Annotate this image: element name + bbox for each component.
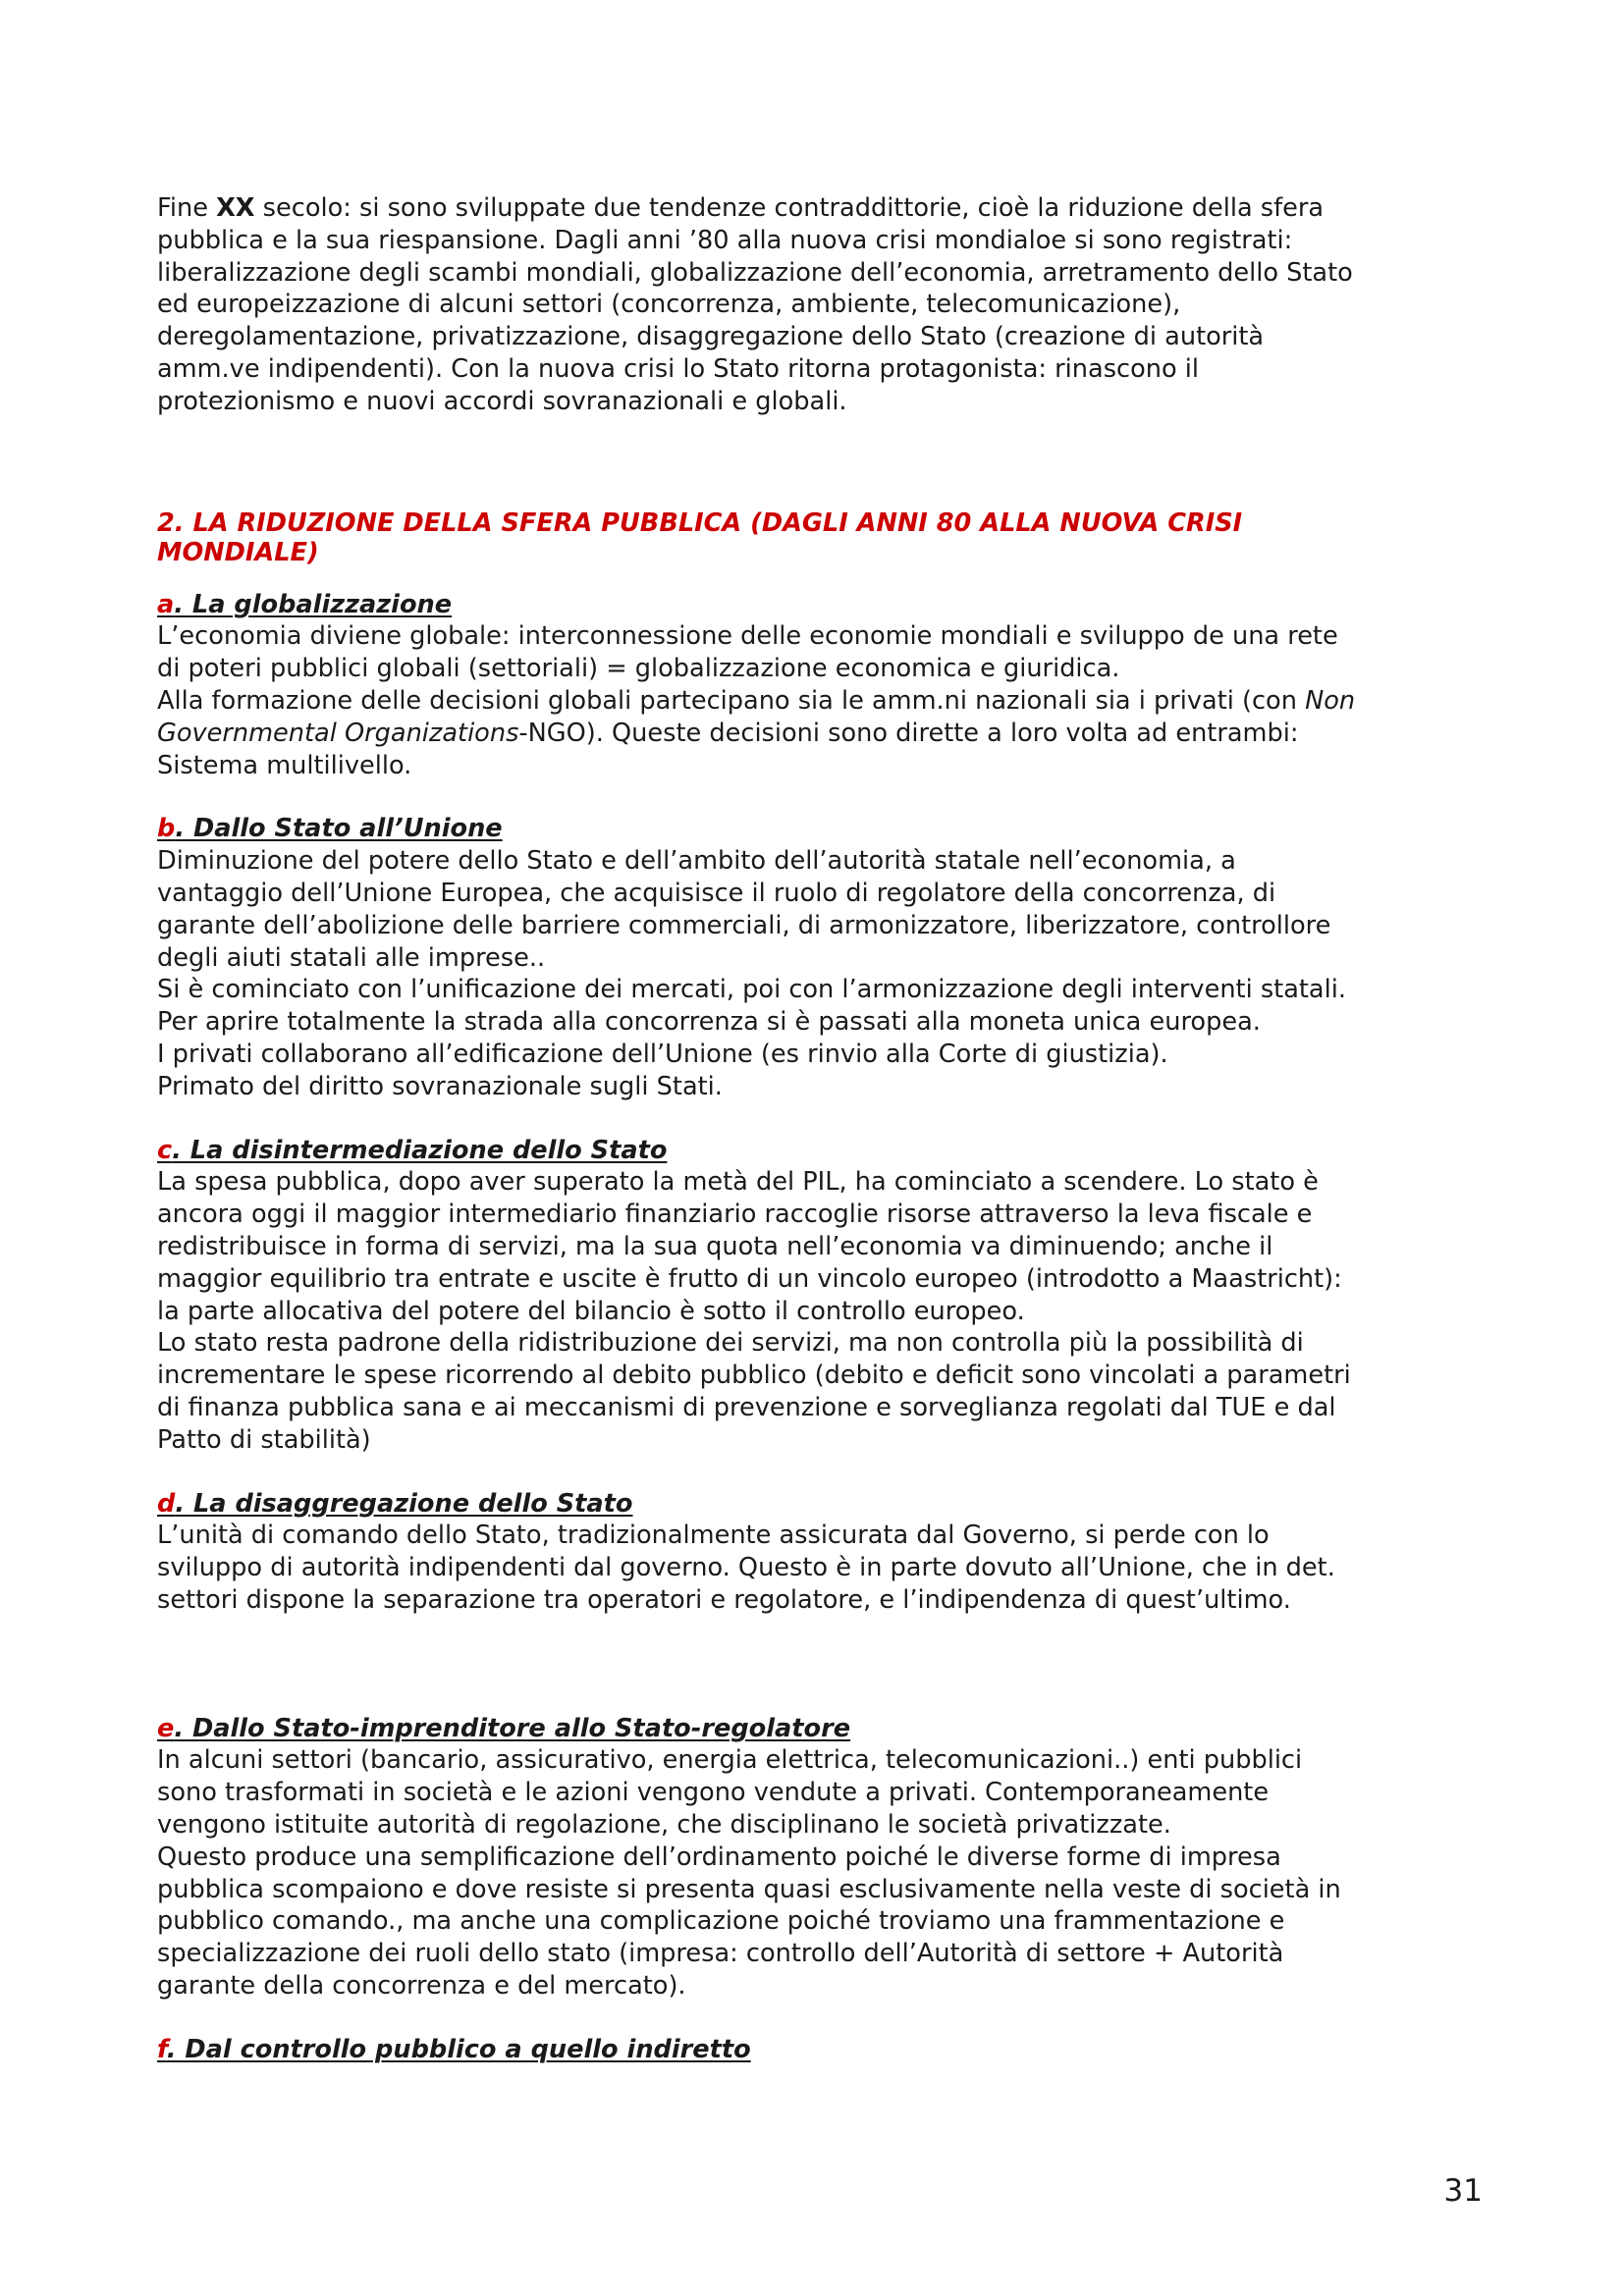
intro-paragraph [157, 192, 1478, 418]
section-2-heading [157, 508, 1478, 567]
subsection-e [157, 1713, 1478, 2002]
subsection-c [157, 1135, 1478, 1457]
intro-line: protezionismo e nuovi accordi sovranazionali e globali. [157, 386, 847, 416]
subsection-f [157, 2034, 1478, 2066]
paragraph-line: degli aiuti statali alle imprese.. [157, 942, 546, 973]
paragraph-line: Lo stato resta padrone della ridistribuzione dei servizi, ma non controlla più la possibilità di [157, 1328, 1304, 1359]
paragraph-line: maggior equilibrio tra entrate e uscite è frutto di un vincolo europeo (introdotto a Maastricht): [157, 1263, 1342, 1294]
intro-line: amm.ve indipendenti). Con la nuova crisi lo Stato ritorna protagonista: rinascono il [157, 353, 1200, 384]
paragraph-line: L’unità di comando dello Stato, tradizionalmente assicurata dal Governo, si perde con lo [157, 1521, 1270, 1551]
paragraph-line: pubblica scompaiono e dove resiste si presenta quasi esclusivamente nella veste di società in [157, 1874, 1341, 1904]
paragraph-line: pubblico comando., ma anche una complicazione poiché troviamo una frammentazione e [157, 1906, 1285, 1937]
paragraph-line: In alcuni settori (bancario, assicurativo, energia elettrica, telecomunicazioni..) enti pubblici [157, 1745, 1303, 1776]
paragraph-line: vengono istituite autorità di regolazione, che disciplinano le società privatizzate. [157, 1810, 1171, 1841]
paragraph-line: sviluppo di autorità indipendenti dal governo. Questo è in parte dovuto all’Unione, che in det. [157, 1553, 1335, 1583]
paragraph-line: Patto di stabilità) [157, 1424, 371, 1455]
subsection-title-f: f. Dal controllo pubblico a quello indiretto [157, 2034, 751, 2064]
paragraph-line: Governmental Organizations-NGO). Queste decisioni sono dirette a loro volta ad entrambi: [157, 718, 1299, 748]
paragraph-line: Primato del diritto sovranazionale sugli Stati. [157, 1071, 723, 1101]
intro-line-1: Fine XX secolo: si sono sviluppate due tendenze contraddittorie, cioè la riduzione della sfera [157, 193, 1325, 223]
intro-line: pubblica e la sua riespansione. Dagli anni ’80 alla nuova crisi mondialoe si sono registrati: [157, 225, 1293, 255]
intro-line: deregolamentazione, privatizzazione, disaggregazione dello Stato (creazione di autorità [157, 322, 1265, 352]
paragraph-line: L’economia diviene globale: interconnessione delle economie mondiali e sviluppo de una rete [157, 621, 1338, 652]
paragraph-line: vantaggio dell’Unione Europea, che acquisisce il ruolo di regolatore della concorrenza, di [157, 878, 1276, 908]
paragraph-line: garante dell’abolizione delle barriere commerciali, di armonizzatore, liberizzatore, controllore [157, 910, 1331, 940]
paragraph-line: incrementare le spese ricorrendo al debito pubblico (debito e deficit sono vincolati a parametri [157, 1361, 1351, 1391]
subsection-title-d: d. La disaggregazione dello Stato [157, 1488, 633, 1519]
paragraph-line: Questo produce una semplificazione dell’ordinamento poiché le diverse forme di impresa [157, 1842, 1281, 1872]
paragraph-line: Si è cominciato con l’unificazione dei mercati, poi con l’armonizzazione degli interventi statali. [157, 975, 1346, 1005]
subsection-title-a: a. La globalizzazione [157, 589, 453, 619]
intro-line: liberalizzazione degli scambi mondiali, globalizzazione dell’economia, arretramento dello Stato [157, 257, 1353, 288]
subsection-title-b: b. Dallo Stato all’Unione [157, 814, 503, 844]
paragraph-line: la parte allocativa del potere del bilancio è sotto il controllo europeo. [157, 1296, 1025, 1326]
paragraph-line: specializzazione dei ruoli dello stato (impresa: controllo dell’Autorità di settore + Autorità [157, 1939, 1284, 1969]
paragraph-line: Diminuzione del potere dello Stato e dell’ambito dell’autorità statale nell’economia, a [157, 846, 1236, 877]
paragraph-line: garante della concorrenza e del mercato). [157, 1971, 686, 2002]
intro-line: ed europeizzazione di alcuni settori (concorrenza, ambiente, telecomunicazione), [157, 290, 1181, 320]
subsection-b [157, 813, 1478, 1102]
subsection-title-e: e. Dallo Stato-imprenditore allo Stato-regolatore [157, 1713, 851, 1743]
paragraph-line: I privati collaborano all’edificazione dell’Unione (es rinvio alla Corte di giustizia). [157, 1039, 1168, 1069]
paragraph-line: di poteri pubblici globali (settoriali) = globalizzazione economica e giuridica. [157, 654, 1120, 684]
page-number: 31 [1443, 2173, 1483, 2209]
subsection-a [157, 589, 1478, 782]
paragraph-line: redistribuisce in forma di servizi, ma la sua quota nell’economia va diminuendo; anche il [157, 1231, 1273, 1261]
subsection-title-c: c. La disintermediazione dello Stato [157, 1135, 668, 1165]
paragraph-line: sono trasformati in società e le azioni vengono vendute a privati. Contemporaneamente [157, 1778, 1270, 1808]
section-heading-line: 2. LA RIDUZIONE DELLA SFERA PUBBLICA (DAGLI ANNI 80 ALLA NUOVA CRISI [157, 507, 1243, 538]
paragraph-line: Alla formazione delle decisioni globali partecipano sia le amm.ni nazionali sia i privati (con Non [157, 685, 1356, 716]
paragraph-line: di finanza pubblica sana e ai meccanismi di prevenzione e sorveglianza regolati dal TUE e dal [157, 1392, 1336, 1422]
paragraph-line: Per aprire totalmente la strada alla concorrenza si è passati alla moneta unica europea. [157, 1007, 1261, 1038]
paragraph-line: La spesa pubblica, dopo aver superato la metà del PIL, ha cominciato a scendere. Lo stato è [157, 1167, 1319, 1198]
document-page [157, 192, 1478, 2066]
paragraph-line: settori dispone la separazione tra operatori e regolatore, e l’indipendenza di quest’ultimo. [157, 1584, 1291, 1615]
subsection-d [157, 1488, 1478, 1617]
paragraph-line: Sistema multilivello. [157, 750, 412, 780]
section-heading-line: MONDIALE) [157, 537, 319, 567]
paragraph-line: ancora oggi il maggior intermediario finanziario raccoglie risorse attraverso la leva fiscale e [157, 1200, 1313, 1230]
